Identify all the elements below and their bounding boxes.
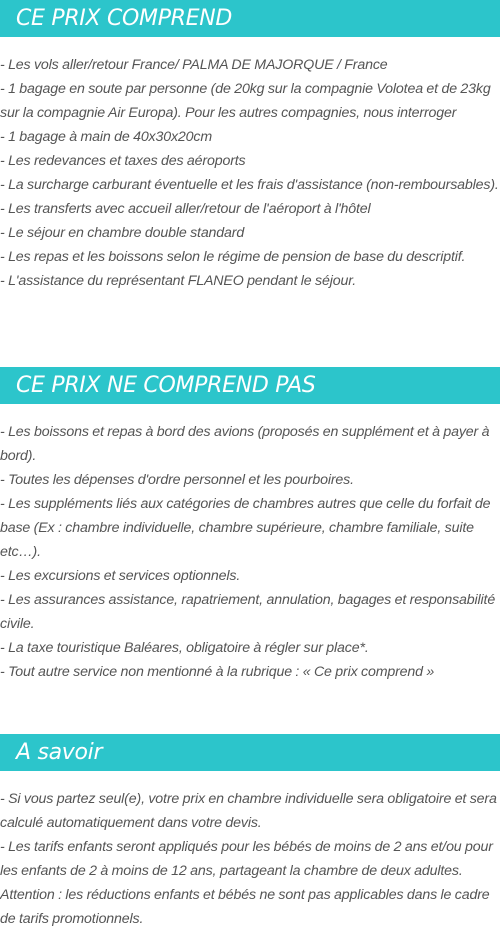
list-item: - Toutes les dépenses d'ordre personnel et les pourboires. — [0, 472, 354, 488]
list-item: - 1 bagage en soute par personne (de 20kg sur la compagnie Volotea et de 23kg sur la compagnie Air Europa). Pour les autres compagnies, nous interroger — [0, 81, 491, 121]
list-item: - Les vols aller/retour France/ PALMA DE MAJORQUE / France — [0, 57, 388, 73]
list-item: - Les redevances et taxes des aéroports — [0, 153, 246, 169]
section-body-to-know — [0, 787, 500, 931]
section-body-not-included — [0, 420, 500, 684]
list-item: - La taxe touristique Baléares, obligatoire à régler sur place*. — [0, 640, 369, 656]
list-item: - Le séjour en chambre double standard — [0, 225, 245, 241]
list-item: - Les transferts avec accueil aller/retour de l'aéroport à l'hôtel — [0, 201, 371, 217]
list-item: - Les assurances assistance, rapatriement, annulation, bagages et responsabilité civile. — [0, 592, 496, 632]
section-title-included: CE PRIX COMPREND — [0, 0, 500, 37]
list-item: - Les excursions et services optionnels. — [0, 568, 241, 584]
list-item: - Les tarifs enfants seront appliqués pour les bébés de moins de 2 ans et/ou pour les enfants de 2 à moins de 12 ans, partageant la chambre de deux adultes. Attention : les réductions enfants et bébés ne sont pas applicables dans le cadre de tarifs promotionnels. — [0, 839, 493, 927]
list-item: - 1 bagage à main de 40x30x20cm — [0, 129, 213, 145]
list-item: - L'assistance du représentant FLANEO pendant le séjour. — [0, 273, 357, 289]
list-item: - Les suppléments liés aux catégories de chambres autres que celle du forfait de base (Ex : chambre individuelle, chambre supérieure, chambre familiale, suite etc…). — [0, 496, 491, 560]
list-item: - Si vous partez seul(e), votre prix en chambre individuelle sera obligatoire et sera calculé automatiquement dans votre devis. — [0, 791, 497, 831]
list-item: - La surcharge carburant éventuelle et les frais d'assistance (non-remboursables). — [0, 177, 499, 193]
section-title-not-included: CE PRIX NE COMPREND PAS — [0, 367, 500, 404]
section-title-to-know: A savoir — [0, 734, 500, 771]
list-item: - Les boissons et repas à bord des avions (proposés en supplément et à payer à bord). — [0, 424, 490, 464]
section-body-included — [0, 53, 500, 293]
list-item: - Tout autre service non mentionné à la rubrique : « Ce prix comprend » — [0, 664, 435, 680]
list-item: - Les repas et les boissons selon le régime de pension de base du descriptif. — [0, 249, 466, 265]
